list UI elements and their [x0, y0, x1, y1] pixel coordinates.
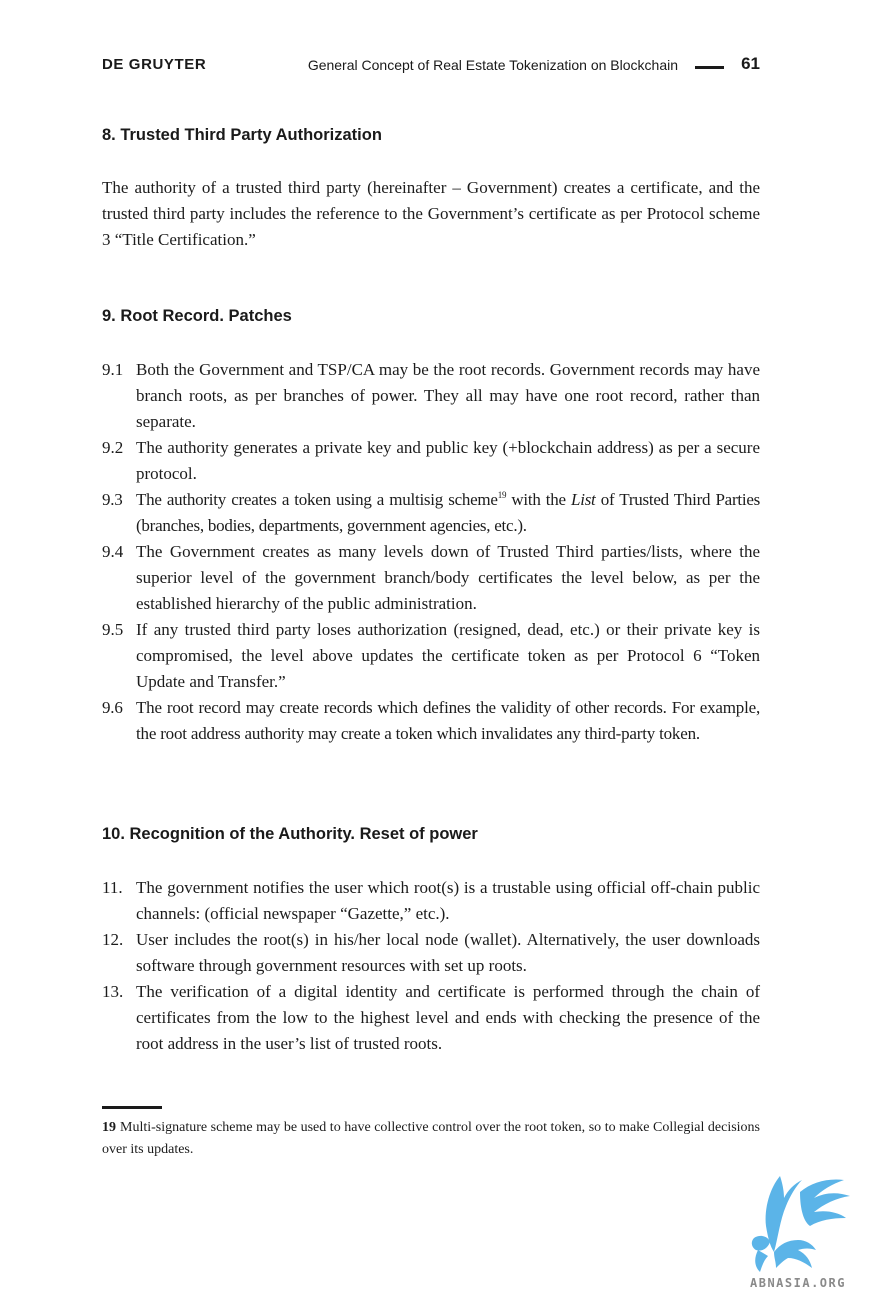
item-number: 9.5	[102, 620, 124, 639]
running-title: General Concept of Real Estate Tokenization on Blockchain	[307, 57, 678, 73]
item-number: 9.2	[102, 438, 124, 457]
item-number: 9.1	[102, 360, 124, 379]
item-text: of Trusted Third Parties (branches, bodies, departments, government agencies, etc.).	[136, 490, 760, 535]
griffin-logo-icon	[740, 1168, 852, 1276]
item-text: The authority generates a private key and public key (+blockchain address) as per a secure protocol.	[136, 438, 760, 483]
item-number: 11.	[102, 878, 123, 897]
item-text: The Government creates as many levels down of Trusted Third parties/lists, where the superior level of the government branch/body certificates the level below, as per the established hierarchy of the public administration.	[136, 542, 760, 613]
item-number: 9.6	[102, 698, 123, 717]
list-item	[102, 435, 760, 487]
list-item	[102, 357, 760, 435]
section-9-list	[102, 357, 760, 747]
item-text: with the	[506, 490, 572, 509]
list-item	[102, 979, 760, 1057]
list-item	[102, 875, 760, 927]
section-8-paragraph: The authority of a trusted third party (hereinafter – Government) creates a certificate, and the trusted third party includes the reference to the Government’s certificate as per Protocol scheme 3 “Title Certification.”	[102, 178, 760, 249]
section-9-heading: 9. Root Record. Patches	[102, 307, 292, 325]
item-text: User includes the root(s) in his/her local node (wallet). Alternatively, the user downloads software through government resources with set up roots.	[136, 930, 760, 975]
footnote-rule	[102, 1106, 162, 1109]
item-number: 9.3	[102, 490, 123, 509]
item-text: The authority creates a token using a multisig scheme	[136, 490, 498, 509]
footnote	[102, 1117, 760, 1161]
list-item	[102, 695, 760, 747]
list-item	[102, 927, 760, 979]
footnote-text: Multi-signature scheme may be used to have collective control over the root token, so to make Collegial decisions over its updates.	[102, 1120, 760, 1157]
publisher-name: DE GRUYTER	[102, 56, 207, 73]
footnote-number: 19	[102, 1120, 116, 1135]
page-number: 61	[741, 54, 760, 73]
header-rule	[695, 66, 724, 69]
list-item	[102, 487, 760, 539]
list-item	[102, 617, 760, 695]
footnote-reference[interactable]: 19	[497, 490, 507, 500]
item-number: 9.4	[102, 542, 124, 561]
list-item	[102, 539, 760, 617]
item-number: 13.	[102, 982, 124, 1001]
section-10-heading: 10. Recognition of the Authority. Reset of power	[102, 825, 478, 843]
section-8-heading: 8. Trusted Third Party Authorization	[102, 126, 382, 144]
item-text: The root record may create records which defines the validity of other records. For example, the root address authority may create a token which invalidates any third-party token.	[136, 698, 760, 743]
watermark-text: ABNASIA.ORG	[750, 1276, 846, 1290]
item-emphasis: List	[571, 490, 596, 509]
item-text: The verification of a digital identity and certificate is performed through the chain of certificates from the low to the highest level and ends with checking the presence of the root address in the user’s list of trusted roots.	[136, 982, 760, 1053]
page-header	[102, 54, 760, 78]
item-text: If any trusted third party loses authorization (resigned, dead, etc.) or their private key is compromised, the level above updates the certificate token as per Protocol 6 “Token Update and Transfer.”	[136, 620, 760, 691]
item-number: 12.	[102, 930, 124, 949]
item-text: The government notifies the user which root(s) is a trustable using official off-chain public channels: (official newspaper “Gazette,” etc.).	[136, 878, 760, 923]
section-10-list	[102, 875, 760, 1057]
item-text: Both the Government and TSP/CA may be the root records. Government records may have branch roots, as per branches of power. They all may have one root record, rather than separate.	[136, 360, 760, 431]
